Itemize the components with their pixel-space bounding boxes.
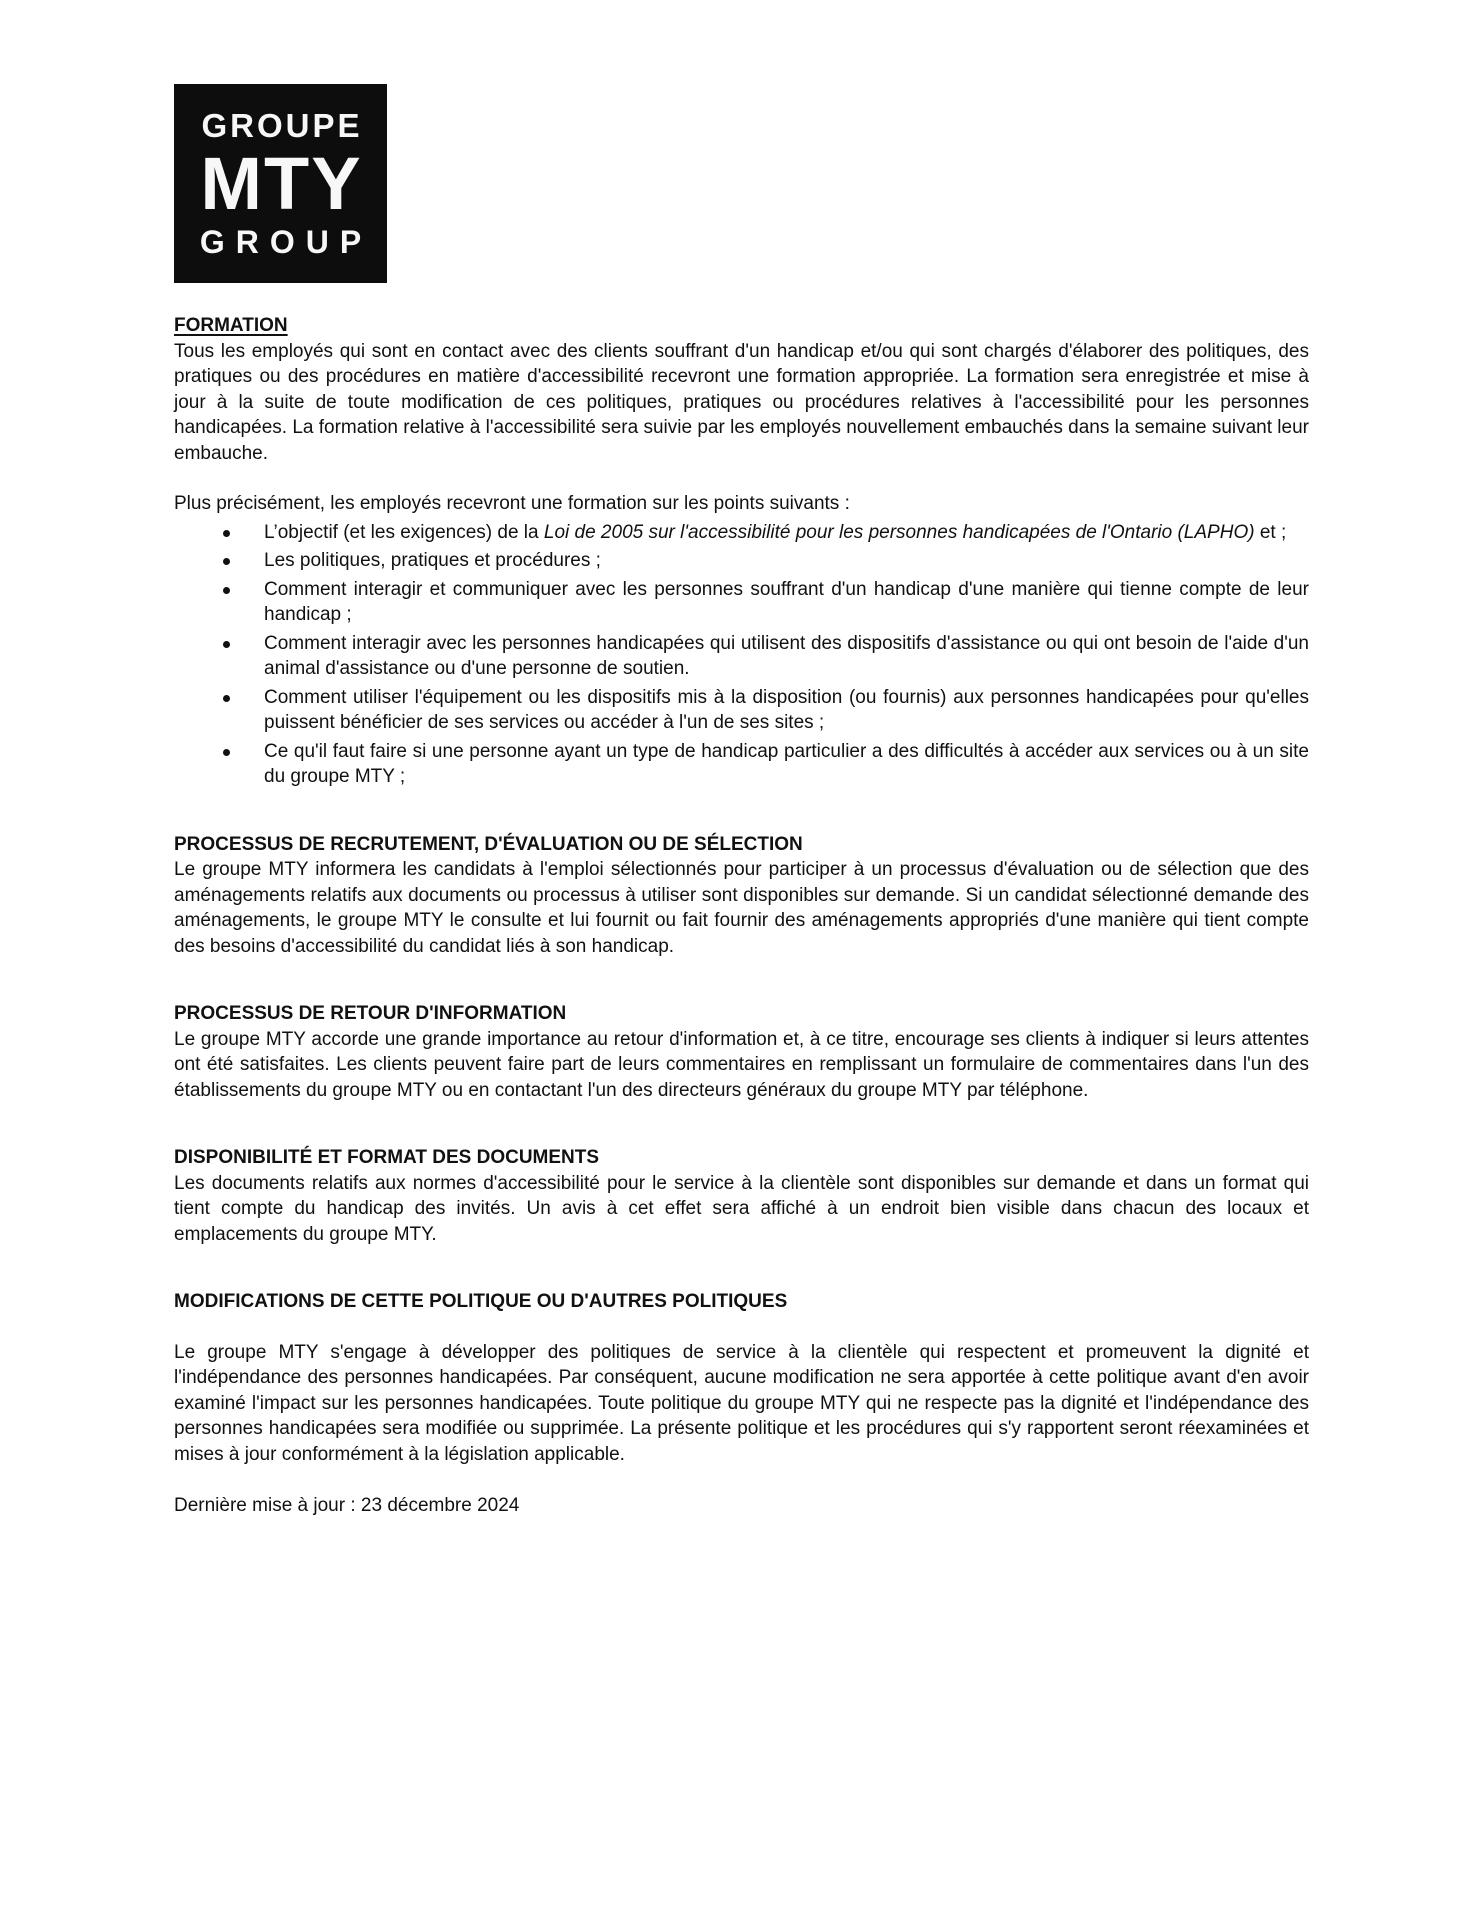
section-modifications [174,1289,1309,1467]
retour-information-paragraph: Le groupe MTY accorde une grande importance au retour d'information et, à ce titre, encourage ses clients à indiquer si leurs attentes ont été satisfaites. Les clients peuvent faire part de leurs commentaires en remplissant un formulaire de commentaires dans l'un des établissements du groupe MTY ou en contactant l'un des directeurs généraux du groupe MTY par téléphone. [174,1028,1309,1101]
bullet-item-policies: Les politiques, pratiques et procédures ; [174,548,1309,574]
bullet-item-equipment: Comment utiliser l'équipement ou les dispositifs mis à la disposition (ou fournis) aux personnes handicapées pour qu'elles puissent bénéficier de ses services ou accéder à l'un de ses sites ; [174,685,1309,736]
recrutement-paragraph: Le groupe MTY informera les candidats à l'emploi sélectionnés pour participer à un processus d'évaluation ou de sélection que des aménagements relatifs aux documents ou processus à utiliser sont disponibles sur demande. Si un candidat sélectionné demande des aménagements, le groupe MTY le consulte et lui fournit ou fait fournir des aménagements appropriés d'une manière qui tient compte des besoins d'accessibilité du candidat liés à son handicap. [174,859,1309,957]
last-updated-line: Dernière mise à jour : 23 décembre 2024 [174,1495,520,1516]
logo-text-mty: MTY [200,141,363,225]
formation-heading-text: FORMATION [174,315,288,336]
bullet-item-access-difficulty: Ce qu'il faut faire si une personne ayant un type de handicap particulier a des difficultés à accéder aux services ou à un site du groupe MTY ; [174,739,1309,790]
bullet-law-suffix: et ; [1254,521,1287,543]
modifications-paragraph: Le groupe MTY s'engage à développer des politiques de service à la clientèle qui respectent et promeuvent la dignité et l'indépendance des personnes handicapées. Par conséquent, aucune modification ne sera apportée à cette politique avant d'en avoir examiné l'impact sur les personnes handicapées. Toute politique du groupe MTY qui ne respecte pas la dignité et l'indépendance des personnes handicapées sera modifiée ou supprimée. La présente politique et les procédures qui s'y rapportent seront réexaminées et mises à jour conformément à la législation applicable. [174,1341,1309,1465]
formation-intro-line: Plus précisément, les employés recevront une formation sur les points suivants : [174,493,850,514]
section-heading-formation [174,313,1309,339]
logo-text-group: GROUP [199,224,373,261]
formation-bullet-list [174,520,1309,790]
formation-paragraph: Tous les employés qui sont en contact avec des clients souffrant d'un handicap et/ou qui sont chargés d'élaborer des politiques, des pratiques ou des procédures en matière d'accessibilité recevront une formation appropriée. La formation sera enregistrée et mise à jour à la suite de toute modification de ces politiques, pratiques ou procédures relatives à l'accessibilité pour les personnes handicapées. La formation relative à l'accessibilité sera suivie par les employés nouvellement embauchés dans la semaine suivant leur embauche. [174,340,1309,464]
bullet-item-law [174,520,1309,546]
logo-text-groupe: GROUPE [201,106,363,144]
bullet-item-assistive-devices: Comment interagir avec les personnes handicapées qui utilisent des dispositifs d'assistance ou qui ont besoin de l'aide d'un animal d'assistance ou d'une personne de soutien. [174,631,1309,682]
bullet-law-title: Loi de 2005 sur l'accessibilité pour les personnes handicapées de l'Ontario (LAPHO) [543,521,1255,543]
section-retour-information [174,1001,1309,1103]
section-disponibilite [174,1145,1309,1247]
section-heading-retour-information: PROCESSUS DE RETOUR D'INFORMATION [174,1003,567,1024]
bullet-item-communicate: Comment interagir et communiquer avec les personnes souffrant d'un handicap d'une manière qui tienne compte de leur handicap ; [174,577,1309,628]
section-heading-recrutement: PROCESSUS DE RECRUTEMENT, D'ÉVALUATION OU DE SÉLECTION [174,833,803,855]
section-heading-disponibilite: DISPONIBILITÉ ET FORMAT DES DOCUMENTS [174,1147,600,1168]
disponibilite-paragraph: Les documents relatifs aux normes d'accessibilité pour le service à la clientèle sont disponibles sur demande et dans un format qui tient compte du handicap des invités. Un avis à cet effet sera affiché à un endroit bien visible dans chacun des locaux et emplacements du groupe MTY. [174,1172,1309,1245]
bullet-law-prefix: L’objectif (et les exigences) de la [264,521,544,543]
mty-group-logo [174,84,387,283]
document-body [174,313,1309,1519]
section-heading-modifications: MODIFICATIONS DE CETTE POLITIQUE OU D'AUTRES POLITIQUES [174,1291,788,1312]
section-recrutement [174,832,1309,960]
